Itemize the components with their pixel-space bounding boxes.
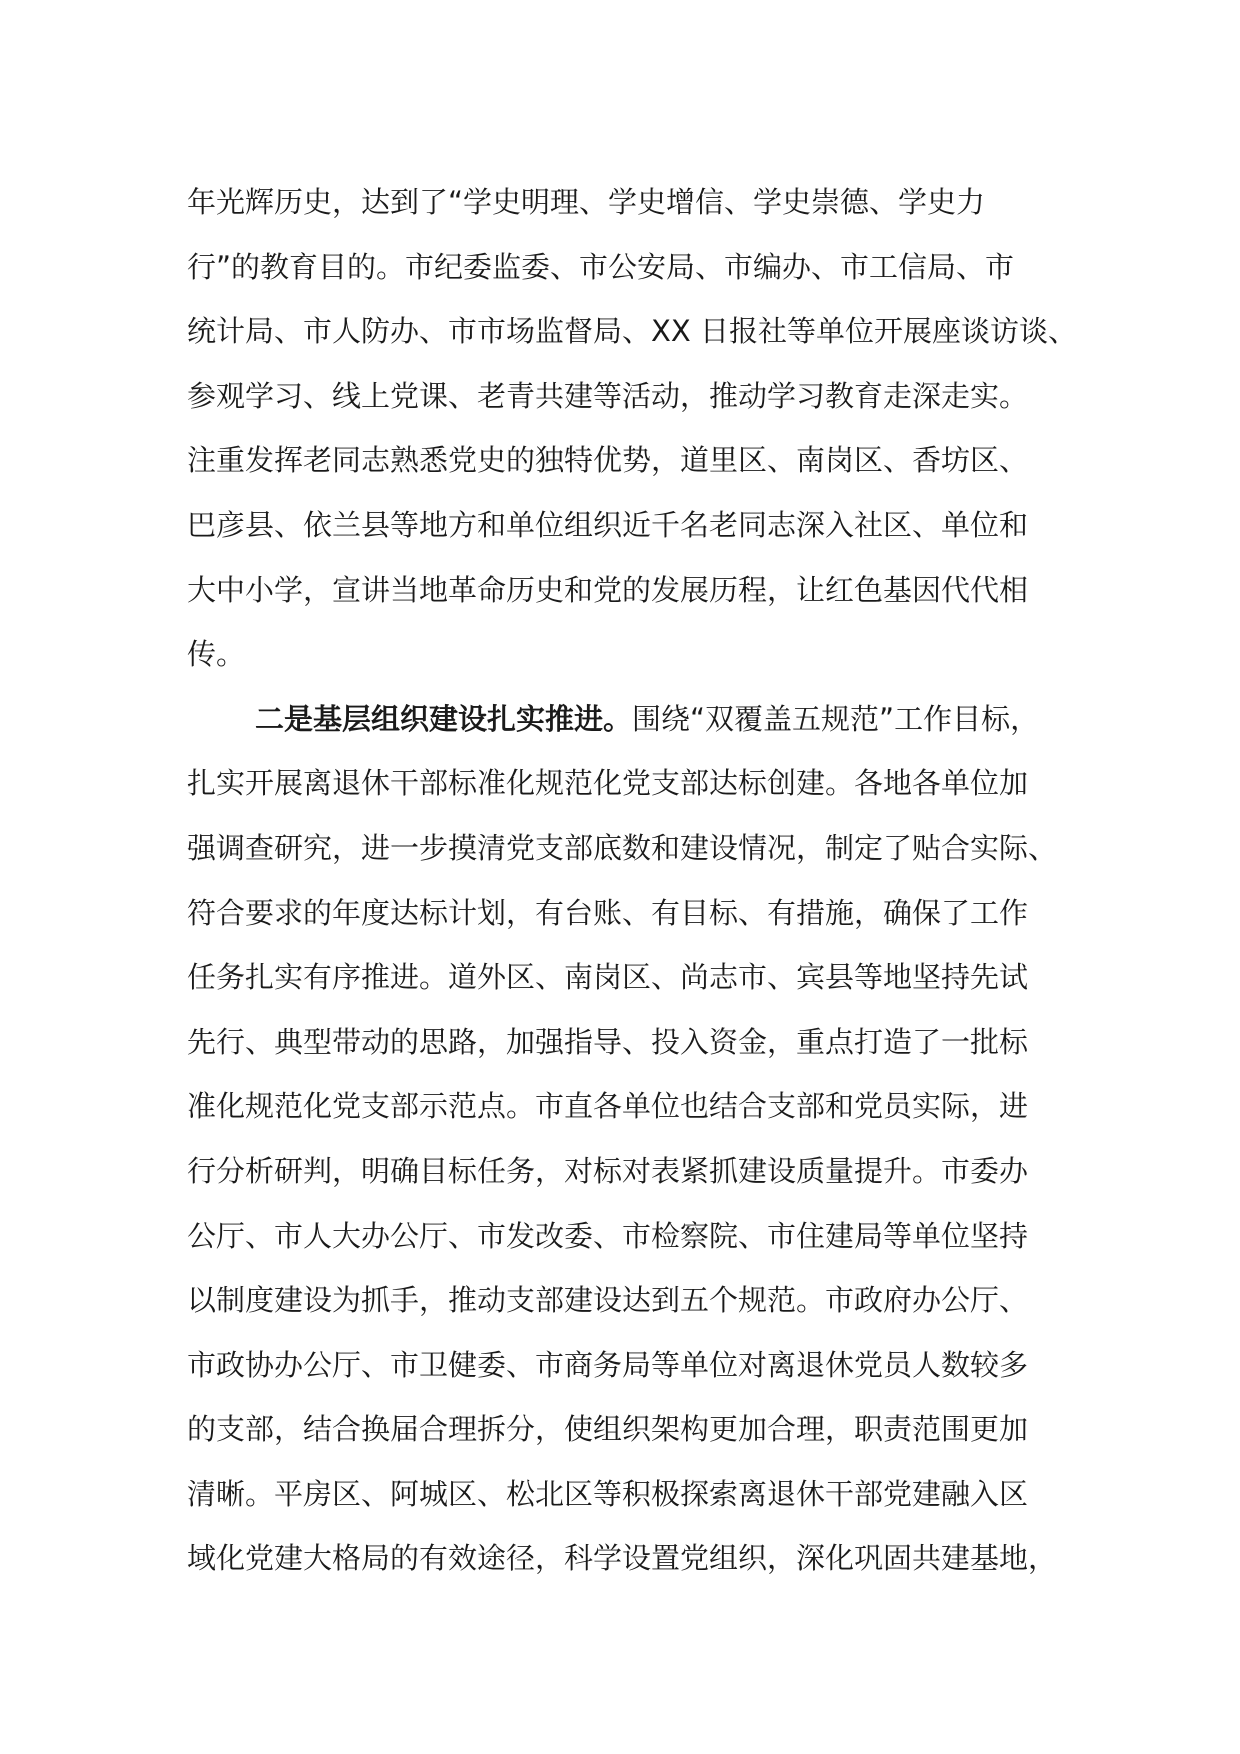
text-line: 行分析研判，明确目标任务，对标对表紧抓建设质量提升。市委办 <box>187 1153 1029 1188</box>
text-line: 扎实开展离退休干部标准化规范化党支部达标创建。各地各单位加 <box>187 766 1029 801</box>
paragraph-heading: 二是基层组织建设扎实推进。 <box>255 701 633 736</box>
text-line: 大中小学，宣讲当地革命历史和党的发展历程，让红色基因代代相 <box>187 572 1029 607</box>
text-line: 行”的教育目的。市纪委监委、市公安局、市编办、市工信局、市 <box>187 249 1015 284</box>
paragraph-1 <box>187 170 1077 687</box>
text-line: 巴彦县、依兰县等地方和单位组织近千名老同志深入社区、单位和 <box>187 507 1029 542</box>
text-line: 域化党建大格局的有效途径，科学设置党组织，深化巩固共建基地， <box>187 1541 1058 1576</box>
text-line: 强调查研究，进一步摸清党支部底数和建设情况，制定了贴合实际、 <box>187 830 1058 865</box>
text-line: 公厅、市人大办公厅、市发改委、市检察院、市住建局等单位坚持 <box>187 1218 1029 1253</box>
text-line: 任务扎实有序推进。道外区、南岗区、尚志市、宾县等地坚持先试 <box>187 960 1029 995</box>
text-line: 以制度建设为抓手，推动支部建设达到五个规范。市政府办公厅、 <box>187 1283 1029 1318</box>
text-line: 统计局、市人防办、市市场监督局、XX 日报社等单位开展座谈访谈、 <box>187 314 1077 349</box>
text-line: 年光辉历史，达到了“学史明理、学史增信、学史崇德、学史力 <box>187 185 986 219</box>
text-line: 传。 <box>187 637 246 672</box>
text-line: 注重发挥老同志熟悉党史的独特优势，道里区、南岗区、香坊区、 <box>187 443 1029 478</box>
text-line: 的支部，结合换届合理拆分，使组织架构更加合理，职责范围更加 <box>187 1412 1029 1447</box>
text-line: 清晰。平房区、阿城区、松北区等积极探索离退休干部党建融入区 <box>187 1476 1029 1511</box>
text-line: 符合要求的年度达标计划，有台账、有目标、有措施，确保了工作 <box>187 895 1029 930</box>
text-line: 参观学习、线上党课、老青共建等活动，推动学习教育走深走实。 <box>187 378 1029 413</box>
paragraph-first-line <box>187 687 1067 752</box>
paragraph-2 <box>187 687 1067 1591</box>
text-line: 准化规范化党支部示范点。市直各单位也结合支部和党员实际，进 <box>187 1089 1029 1124</box>
text-line: 先行、典型带动的思路，加强指导、投入资金，重点打造了一批标 <box>187 1024 1029 1059</box>
body-text <box>187 170 1077 1591</box>
text-line: 市政协办公厅、市卫健委、市商务局等单位对离退休党员人数较多 <box>187 1347 1029 1382</box>
text-run: 围绕“双覆盖五规范”工作目标， <box>632 701 1040 736</box>
